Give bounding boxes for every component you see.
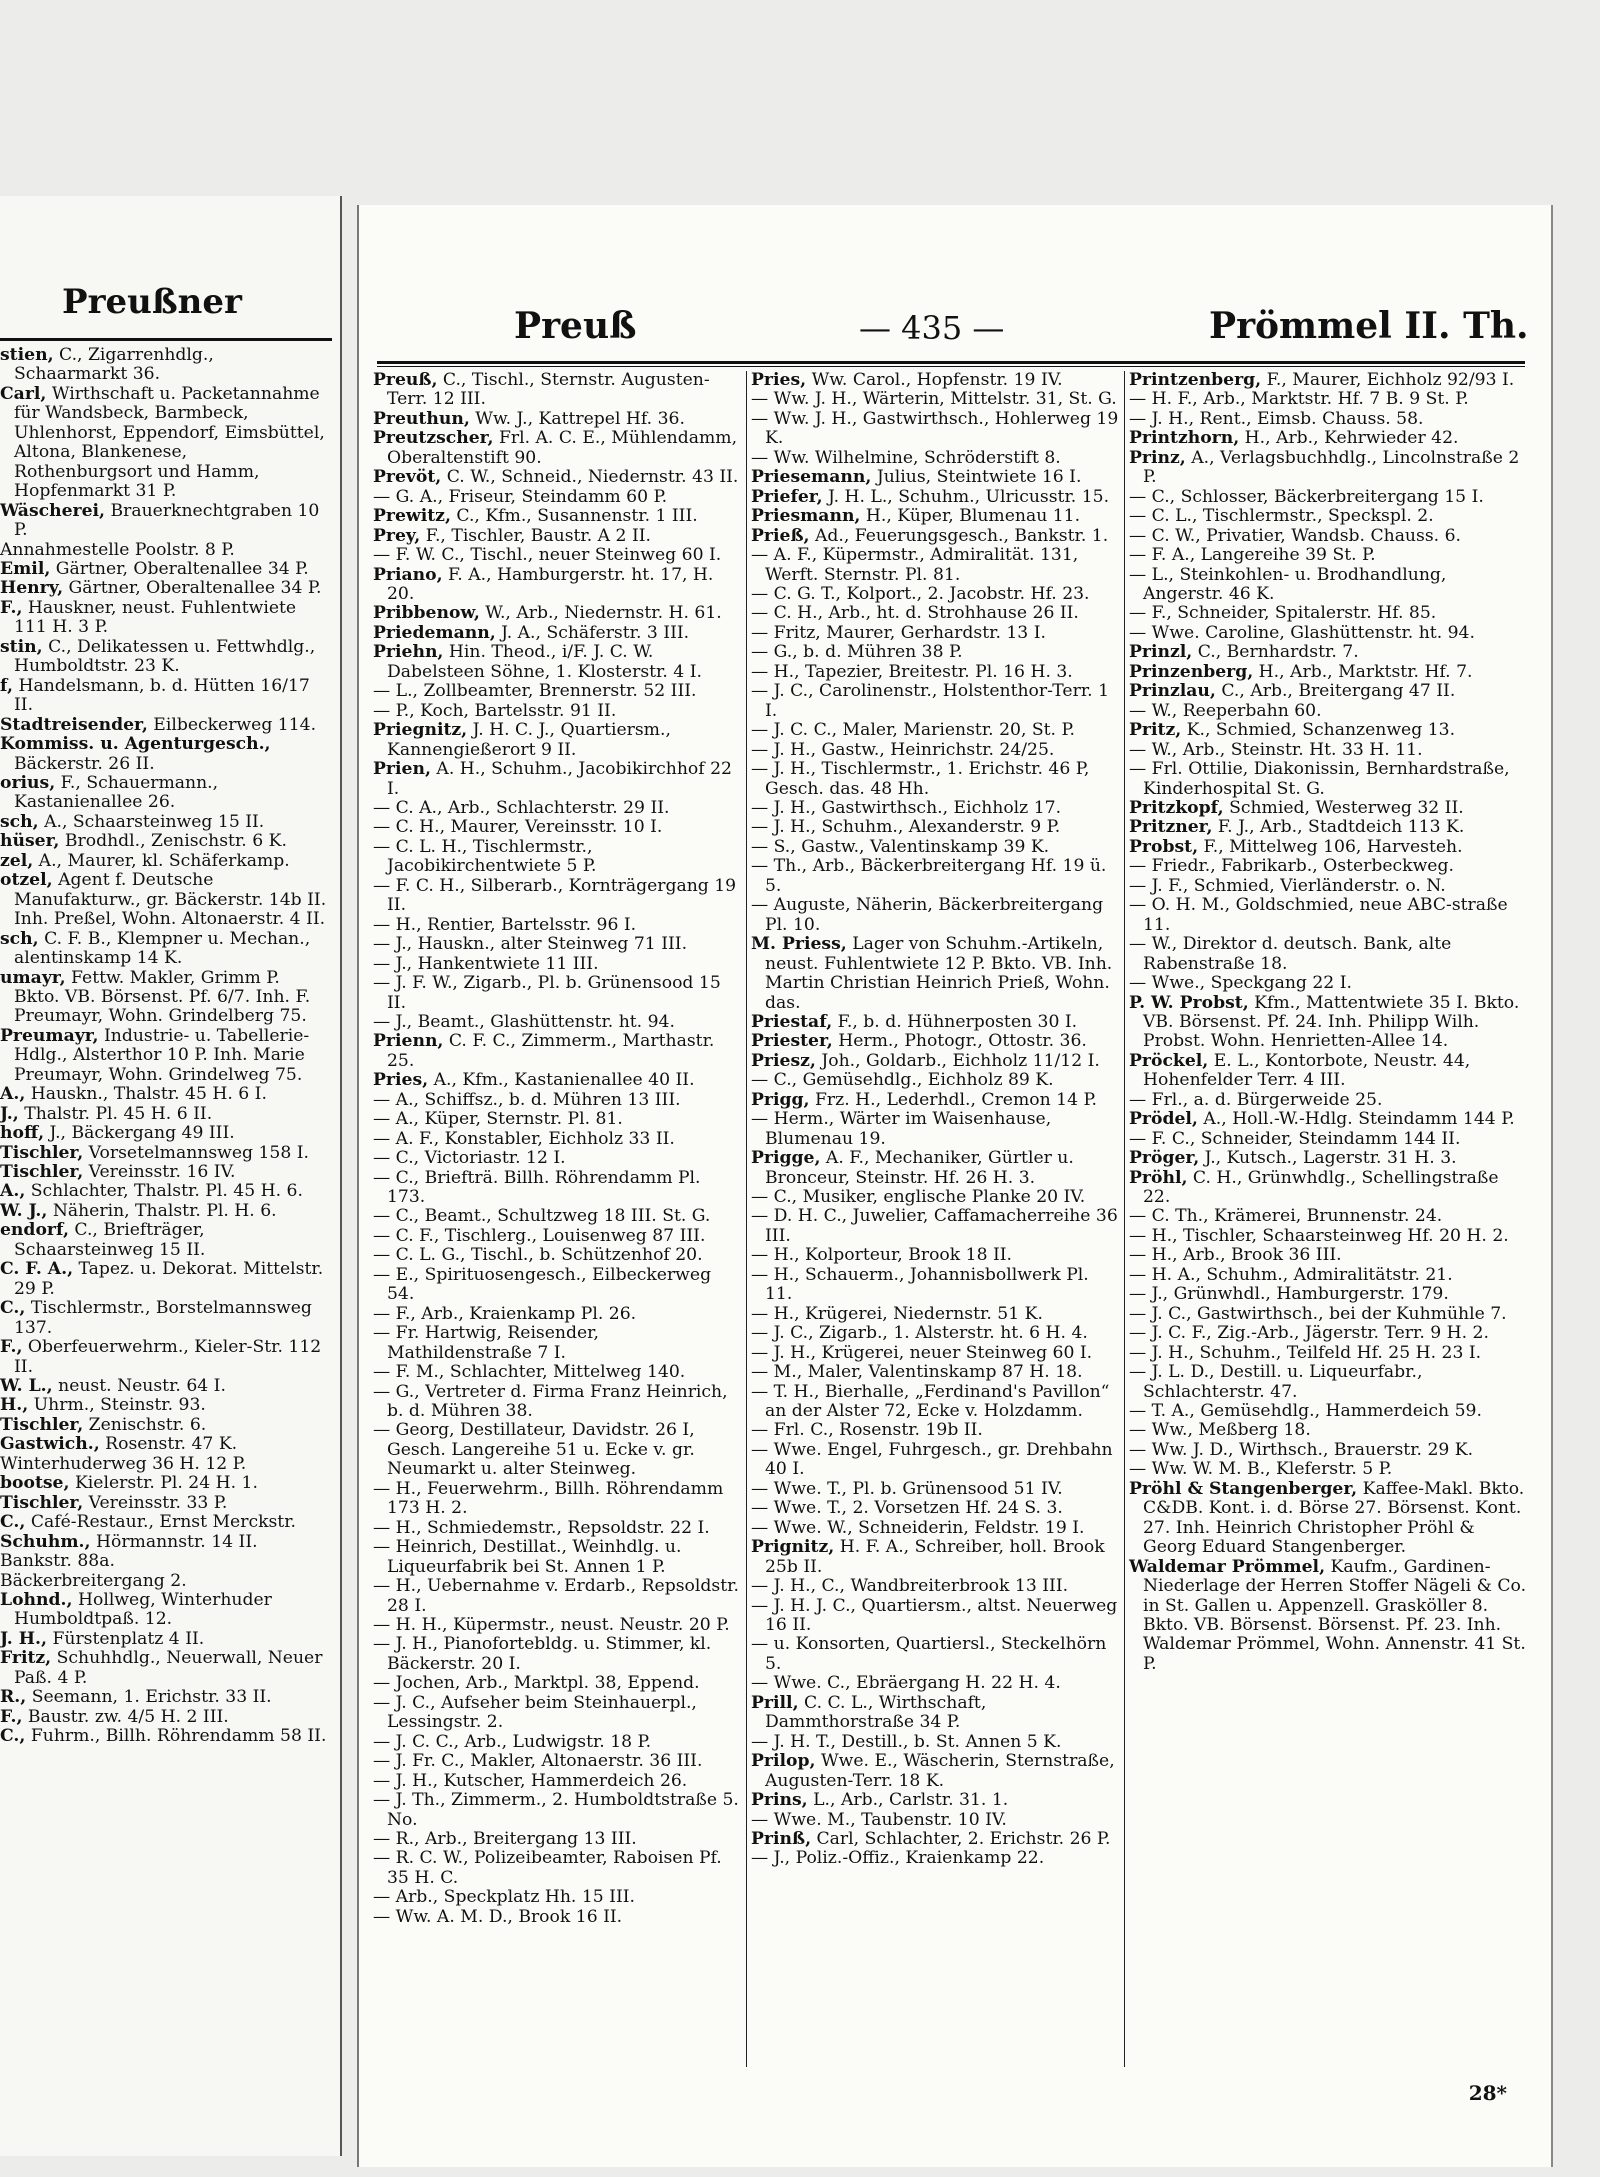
directory-entry: — W., Reeperbahn 60. (1129, 700, 1322, 721)
directory-entry: Prilop, Wwe. E., Wäscherin, Sternstraße, Augusten-Terr. 18 K. (751, 1751, 1115, 1791)
directory-entry: Preutzscher, Frl. A. C. E., Mühlendamm, Oberaltenstift 90. (373, 428, 738, 468)
directory-entry: — J. F., Schmied, Vierländerstr. o. N. (1129, 875, 1446, 896)
directory-entry: Probst, F., Mittelweg 106, Harvesteh. (1129, 836, 1463, 857)
directory-entry: Preumayr, Industrie- u. Tabellerie-Hdlg., Alsterthor 10 P. Inh. Marie Preumayr, Wohn. Grindelweg 75. (0, 1025, 310, 1085)
directory-entry: — J. F. W., Zigarb., Pl. b. Grünensood 15 II. (373, 973, 721, 1013)
directory-entry: C. F. A., Tapez. u. Dekorat. Mittelstr. 29 P. (0, 1259, 324, 1299)
directory-entry: — Wwe. M., Taubenstr. 10 IV. (751, 1809, 1007, 1830)
directory-entry: — Wwe. T., Pl. b. Grünensood 51 IV. (751, 1478, 1063, 1499)
directory-entry: — C. Th., Krämerei, Brunnenstr. 24. (1129, 1206, 1443, 1227)
directory-entry: — Friedr., Fabrikarb., Osterbeckweg. (1129, 856, 1454, 877)
directory-entry: Prignitz, H. F. A., Schreiber, holl. Brook 25b II. (751, 1537, 1105, 1577)
directory-entry: endorf, C., Briefträger, Schaarsteinweg 15 II. (0, 1220, 206, 1260)
directory-entry: — R. C. W., Polizeibeamter, Raboisen Pf. 35 H. C. (373, 1848, 722, 1888)
directory-entry: — J. C., Aufseher beim Steinhauerpl., Lessingstr. 2. (373, 1692, 697, 1733)
directory-entry: Priefer, J. H. L., Schuhm., Ulricusstr. 15. (751, 486, 1110, 507)
previous-running-head: Preußner (62, 282, 242, 322)
directory-entry: — R., Arb., Breitergang 13 III. (373, 1828, 637, 1849)
directory-entry: — Ww. Wilhelmine, Schröderstift 8. (751, 447, 1061, 468)
directory-entry: Priesemann, Julius, Steintwiete 16 I. (751, 467, 1082, 488)
directory-entry: stien, C., Zigarrenhdlg., Schaarmarkt 36. (0, 345, 214, 385)
directory-entry: Pritzkopf, Schmied, Westerweg 32 II. (1129, 797, 1464, 818)
directory-entry: Priesz, Joh., Goldarb., Eichholz 11/12 I. (751, 1050, 1100, 1071)
directory-entry: P. W. Probst, Kfm., Mattentwiete 35 I. Bkto. VB. Börsenst. Pf. 24. Inh. Philipp Wilh. Probst. Wohn. Henrietten-Allee 14. (1129, 992, 1520, 1052)
directory-entry: — Wwe. C., Ebräergang H. 22 H. 4. (751, 1673, 1061, 1694)
directory-entry: J., Thalstr. Pl. 45 H. 6 II. (0, 1103, 213, 1124)
directory-entry: Kommiss. u. Agenturgesch., Bäckerstr. 26 II. (0, 734, 271, 774)
directory-entry: — H., Schmiedemstr., Repsoldstr. 22 I. (373, 1517, 710, 1538)
directory-entry: — Th., Arb., Bäckerbreitergang Hf. 19 ü. 5. (751, 856, 1107, 896)
directory-entry: — Arb., Speckplatz Hh. 15 III. (373, 1887, 635, 1908)
directory-entry: hüser, Brodhdl., Zenischstr. 6 K. (0, 831, 287, 852)
directory-entry: otzel, Agent f. Deutsche Manufakturw., gr. Bäckerstr. 14b II. Inh. Preßel, Wohn. Altonaerstr. 4 II. (0, 870, 327, 930)
directory-entry: Pröger, J., Kutsch., Lagerstr. 31 H. 3. (1129, 1148, 1457, 1169)
directory-entry: Prigg, Frz. H., Lederhdl., Cremon 14 P. (751, 1089, 1098, 1110)
directory-entry: Preuß, C., Tischl., Sternstr. Augusten-Terr. 12 III. (373, 370, 710, 410)
directory-entry: Prinz, A., Verlagsbuchhdlg., Lincolnstraße 2 P. (1129, 447, 1520, 488)
directory-entry: — J., Poliz.-Offiz., Kraienkamp 22. (751, 1848, 1045, 1869)
directory-entry: — Heinrich, Destillat., Weinhdlg. u. Liqueurfabrik bei St. Annen 1 P. (373, 1537, 682, 1577)
directory-entry: — Wwe. W., Schneiderin, Feldstr. 19 I. (751, 1517, 1085, 1538)
directory-entry: — J. H., Pianofortebldg. u. Stimmer, kl. Bäckerstr. 20 I. (373, 1634, 712, 1674)
directory-entry: Annahmestelle Poolstr. 8 P. (0, 539, 235, 560)
directory-entry: Winterhuderweg 36 H. 12 P. (0, 1453, 247, 1474)
directory-entry: — J. H., Krügerei, neuer Steinweg 60 I. (751, 1342, 1093, 1363)
directory-entry: Priester, Herm., Photogr., Ottostr. 36. (751, 1031, 1087, 1052)
directory-entry: Pröhl & Stangenberger, Kaffee-Makl. Bkto. C&DB. Kont. i. d. Börse 27. Börsenst. Kont. 27. Inh. Heinrich Christopher Pröhl & Georg Eduard Stangenberger. (1129, 1478, 1525, 1558)
directory-entry: — T. A., Gemüsehdlg., Hammerdeich 59. (1129, 1401, 1482, 1422)
directory-entry: Emil, Gärtner, Oberaltenallee 34 P. (0, 558, 309, 579)
directory-entry: — Ww. A. M. D., Brook 16 II. (373, 1906, 623, 1927)
directory-entry: — J., Beamt., Glashüttenstr. ht. 94. (373, 1011, 675, 1032)
directory-entry: — H., Tischler, Schaarsteinweg Hf. 20 H. 2. (1129, 1225, 1509, 1246)
directory-entry: — J. C. F., Zig.-Arb., Jägerstr. Terr. 9 H. 2. (1129, 1323, 1489, 1344)
directory-entry: f, Handelsmann, b. d. Hütten 16/17 II. (0, 675, 310, 716)
directory-entry: Pritz, K., Schmied, Schanzenweg 13. (1129, 720, 1456, 741)
directory-entry: — Wwe. T., 2. Vorsetzen Hf. 24 S. 3. (751, 1498, 1063, 1519)
directory-entry: Wäscherei, Brauerknechtgraben 10 P. (0, 500, 320, 541)
directory-entry: Tischler, Vorsetelmannsweg 158 I. (0, 1142, 310, 1163)
directory-entry: — F. W. C., Tischl., neuer Steinweg 60 I. (373, 545, 722, 566)
directory-entry: — A., Küper, Sternstr. Pl. 81. (373, 1109, 623, 1130)
directory-column-3 (1129, 371, 1529, 1674)
directory-entry: — T. H., Bierhalle, „Ferdinand's Pavillon“ an der Alster 72, Ecke v. Holzdamm. (751, 1381, 1110, 1422)
directory-entry: sch, A., Schaarsteinweg 15 II. (0, 811, 265, 832)
directory-entry: — J., Grünwhdl., Hamburgerstr. 179. (1129, 1284, 1449, 1305)
directory-entry: — J. H., Kutscher, Hammerdeich 26. (373, 1770, 688, 1791)
directory-entry: Printzhorn, H., Arb., Kehrwieder 42. (1129, 428, 1459, 449)
directory-entry: — C. L., Tischlermstr., Speckspl. 2. (1129, 506, 1434, 527)
directory-entry: zel, A., Maurer, kl. Schäferkamp. (0, 850, 290, 871)
directory-entry: A., Hauskn., Thalstr. 45 H. 6 I. (0, 1084, 267, 1105)
directory-entry: — C., Schlosser, Bäckerbreitergang 15 I. (1129, 486, 1484, 507)
directory-entry: R., Seemann, 1. Erichstr. 33 II. (0, 1687, 272, 1708)
directory-entry: — H. A., Schuhm., Admiralitätstr. 21. (1129, 1264, 1453, 1285)
directory-page (357, 205, 1553, 2167)
directory-entry: — Herm., Wärter im Waisenhause, Blumenau 19. (751, 1109, 1052, 1149)
directory-entry: — Ww., Meßberg 18. (1129, 1420, 1311, 1441)
directory-entry: — Ww. W. M. B., Kleferstr. 5 P. (1129, 1459, 1393, 1480)
directory-entry: — Frl. Ottilie, Diakonissin, Bernhardstraße, Kinderhospital St. G. (1129, 759, 1510, 799)
directory-entry: — C., Gemüsehdlg., Eichholz 89 K. (751, 1070, 1054, 1091)
directory-entry: Pribbenow, W., Arb., Niedernstr. H. 61. (373, 603, 722, 624)
directory-entry: — H., Schauerm., Johannisbollwerk Pl. 11. (751, 1264, 1089, 1305)
directory-entry: — Auguste, Näherin, Bäckerbreitergang Pl. 10. (751, 895, 1104, 935)
directory-entry: — C. H., Maurer, Vereinsstr. 10 I. (373, 817, 663, 838)
directory-entry: W. J., Näherin, Thalstr. Pl. H. 6. (0, 1200, 277, 1221)
directory-entry: orius, F., Schauermann., Kastanienallee 26. (0, 772, 219, 813)
directory-entry: Pries, Ww. Carol., Hopfenstr. 19 IV. (751, 370, 1063, 390)
directory-entry: — H., Rentier, Bartelsstr. 96 I. (373, 914, 637, 935)
directory-entry: — Frl., a. d. Bürgerweide 25. (1129, 1089, 1383, 1110)
directory-entry: — F., Arb., Kraienkamp Pl. 26. (373, 1303, 637, 1324)
directory-entry: — J. Fr. C., Makler, Altonaerstr. 36 III. (373, 1751, 703, 1772)
directory-entry: — F. A., Langereihe 39 St. P. (1129, 545, 1376, 566)
directory-entry: — C. A., Arb., Schlachterstr. 29 II. (373, 797, 670, 818)
directory-entry: Fritz, Schuhhdlg., Neuerwall, Neuer Paß. 4 P. (0, 1648, 323, 1688)
directory-entry: — H., Feuerwehrm., Billh. Röhrendamm 173 H. 2. (373, 1478, 724, 1519)
directory-entry: — W., Arb., Steinstr. Ht. 33 H. 11. (1129, 739, 1423, 760)
directory-entry: — J. H., Gastwirthsch., Eichholz 17. (751, 797, 1062, 818)
directory-entry: — J. H., Tischlermstr., 1. Erichstr. 46 P, Gesch. das. 48 Hh. (751, 759, 1090, 799)
directory-entry: — J. Th., Zimmerm., 2. Humboldtstraße 5. No. (373, 1790, 739, 1830)
directory-entry: Prins, L., Arb., Carlstr. 31. 1. (751, 1790, 1009, 1811)
directory-entry: A., Schlachter, Thalstr. Pl. 45 H. 6. (0, 1181, 303, 1202)
directory-entry: — F. M., Schlachter, Mittelweg 140. (373, 1362, 686, 1383)
directory-entry: — E., Spirituosengesch., Eilbeckerweg 54. (373, 1264, 712, 1305)
directory-entry: F., Baustr. zw. 4/5 H. 2 III. (0, 1706, 229, 1727)
directory-entry: Tischler, Zenischstr. 6. (0, 1414, 207, 1435)
directory-entry: Prödel, A., Holl.-W.-Hdlg. Steindamm 144 P. (1129, 1109, 1515, 1130)
directory-entry: Preuthun, Ww. J., Kattrepel Hf. 36. (373, 408, 685, 429)
directory-entry: — u. Konsorten, Quartiersl., Steckelhörn 5. (751, 1634, 1107, 1674)
directory-entry: hoff, J., Bäckergang 49 III. (0, 1123, 235, 1144)
directory-entry: — J., Hankentwiete 11 III. (373, 953, 599, 974)
previous-page (0, 196, 342, 2156)
page-number: — 435 — (859, 309, 1005, 347)
directory-entry: — C. W., Privatier, Wandsb. Chauss. 6. (1129, 525, 1461, 546)
directory-entry: — A. F., Küpermstr., Admiralität. 131, Werft. Sternstr. Pl. 81. (751, 545, 1079, 585)
directory-entry: Tischler, Vereinsstr. 33 P. (0, 1492, 228, 1513)
directory-entry: Gastwich., Rosenstr. 47 K. (0, 1434, 238, 1455)
directory-entry: — C., Beamt., Schultzweg 18 III. St. G. (373, 1206, 711, 1227)
directory-entry: — A. F., Konstabler, Eichholz 33 II. (373, 1128, 675, 1149)
previous-head-rule (0, 338, 332, 341)
page-header (359, 305, 1551, 357)
directory-entry: Priano, F. A., Hamburgerstr. ht. 17, H. 20. (373, 564, 714, 604)
directory-entry: Pröhl, C. H., Grünwhdlg., Schellingstraße 22. (1129, 1167, 1499, 1208)
directory-entry: C., Fuhrm., Billh. Röhrendamm 58 II. (0, 1726, 327, 1747)
directory-entry: — J. C., Carolinenstr., Holstenthor-Terr. 1 I. (751, 681, 1110, 721)
directory-entry: — L., Steinkohlen- u. Brodhandlung, Angerstr. 46 K. (1129, 564, 1447, 604)
directory-column-2 (751, 371, 1119, 1869)
directory-entry: — Fr. Hartwig, Reisender, Mathildenstraße 7 I. (373, 1323, 599, 1363)
directory-entry: Prinß, Carl, Schlachter, 2. Erichstr. 26 P. (751, 1828, 1111, 1849)
directory-entry: — Frl. C., Rosenstr. 19b II. (751, 1420, 983, 1441)
directory-entry: Waldemar Prömmel, Kaufm., Gardinen-Niederlage der Herren Stoffer Nägeli & Co. in St. Gallen u. Appenzell. Grasköller 8. Bkto. VB. Börsenst. Börsenst. Pf. 23. Inh. Waldemar Prömmel, Wohn. Annenstr. 41 St. P. (1129, 1556, 1527, 1674)
directory-entry: — J. L. D., Destill. u. Liqueurfabr., Schlachterstr. 47. (1129, 1362, 1423, 1402)
header-rule (377, 361, 1525, 364)
directory-entry: — C., Victoriastr. 12 I. (373, 1148, 566, 1169)
directory-entry: C., Tischlermstr., Borstelmannsweg 137. (0, 1298, 312, 1338)
column-divider (746, 371, 747, 2067)
directory-entry: Pröckel, E. L., Kontorbote, Neustr. 44, Hohenfelder Terr. 4 III. (1129, 1050, 1471, 1091)
directory-entry: — C. L. H., Tischlermstr., Jacobikirchentwiete 5 P. (373, 836, 597, 877)
directory-entry: — W., Direktor d. deutsch. Bank, alte Rabenstraße 18. (1129, 934, 1452, 974)
directory-entry: Prien, A. H., Schuhm., Jacobikirchhof 22 I. (373, 759, 732, 799)
directory-entry: — J. H. T., Destill., b. St. Annen 5 K. (751, 1731, 1062, 1752)
directory-entry: Bäckerbreitergang 2. (0, 1570, 187, 1591)
directory-entry: Priesmann, H., Küper, Blumenau 11. (751, 506, 1081, 527)
directory-entry: — Georg, Destillateur, Davidstr. 26 I, Gesch. Langereihe 51 u. Ecke v. gr. Neumarkt u. alter Steinweg. (373, 1420, 695, 1480)
directory-entry: — G., Vertreter d. Firma Franz Heinrich, b. d. Mühren 38. (373, 1381, 728, 1422)
directory-entry: Priehn, Hin. Theod., i/F. J. C. W. Dabelsteen Söhne, 1. Klosterstr. 4 I. (373, 642, 702, 682)
directory-entry: — Jochen, Arb., Marktpl. 38, Eppend. (373, 1673, 700, 1694)
directory-entry: H., Uhrm., Steinstr. 93. (0, 1395, 206, 1416)
directory-entry: — H., Uebernahme v. Erdarb., Repsoldstr. 28 I. (373, 1576, 739, 1616)
directory-entry: — J. C. C., Arb., Ludwigstr. 18 P. (373, 1731, 652, 1752)
directory-entry: — J. H., Gastw., Heinrichstr. 24/25. (751, 739, 1055, 760)
directory-entry: — Ww. J. H., Gastwirthsch., Hohlerweg 19 K. (751, 408, 1119, 449)
directory-entry: — H. F., Arb., Marktstr. Hf. 7 B. 9 St. P. (1129, 389, 1469, 410)
directory-entry: Tischler, Vereinsstr. 16 IV. (0, 1162, 236, 1183)
directory-entry: — P., Koch, Bartelsstr. 91 II. (373, 700, 617, 721)
directory-entry: — L., Zollbeamter, Brennerstr. 52 III. (373, 681, 697, 702)
directory-entry: — J. C., Zigarb., 1. Alsterstr. ht. 6 H. 4. (751, 1323, 1088, 1344)
directory-entry: F., Oberfeuerwehrm., Kieler-Str. 112 II. (0, 1337, 322, 1377)
directory-entry: — C. H., Arb., ht. d. Strohhause 26 II. (751, 603, 1079, 624)
directory-entry: — Wwe. Caroline, Glashüttenstr. ht. 94. (1129, 622, 1475, 643)
directory-entry: Priestaf, F., b. d. Hühnerposten 30 I. (751, 1011, 1078, 1032)
directory-entry: Priedemann, J. A., Schäferstr. 3 III. (373, 622, 690, 643)
column-divider (1124, 371, 1125, 2067)
directory-entry: W. L., neust. Neustr. 64 I. (0, 1376, 226, 1397)
directory-entry: Prill, C. C. L., Wirthschaft, Dammthorstraße 34 P. (751, 1692, 987, 1733)
directory-entry: — J. H., C., Wandbreiterbrook 13 III. (751, 1576, 1069, 1597)
directory-entry: C., Café-Restaur., Ernst Merckstr. (0, 1512, 297, 1533)
running-head-right: Prömmel II. Th. (1209, 305, 1529, 347)
directory-entry: Prienn, C. F. C., Zimmerm., Marthastr. 25. (373, 1031, 715, 1071)
previous-page-column (0, 346, 330, 1747)
directory-entry: stin, C., Delikatessen u. Fettwhdlg., Humboldtstr. 23 K. (0, 636, 316, 677)
running-head-left: Preuß (514, 305, 637, 347)
directory-entry: — J., Hauskn., alter Steinweg 71 III. (373, 934, 688, 955)
directory-entry: — C. L. G., Tischl., b. Schützenhof 20. (373, 1245, 703, 1266)
directory-entry: Henry, Gärtner, Oberaltenallee 34 P. (0, 578, 322, 599)
directory-entry: — H., Kolporteur, Brook 18 II. (751, 1245, 1013, 1266)
directory-entry: — J. H. J. C., Quartiersm., altst. Neuerweg 16 II. (751, 1595, 1118, 1635)
directory-column-1 (373, 371, 741, 1927)
directory-entry: — H., Arb., Brook 36 III. (1129, 1245, 1342, 1266)
directory-entry: — O. H. M., Goldschmied, neue ABC-straße 11. (1129, 895, 1508, 935)
directory-entry: — Ww. J. D., Wirthsch., Brauerstr. 29 K. (1129, 1439, 1474, 1460)
directory-entry: — J. C. C., Maler, Marienstr. 20, St. P. (751, 720, 1076, 741)
directory-entry: — H., Tapezier, Breitestr. Pl. 16 H. 3. (751, 661, 1073, 682)
directory-entry: Prewitz, C., Kfm., Susannenstr. 1 III. (373, 506, 698, 527)
directory-entry: — C., Musiker, englische Planke 20 IV. (751, 1187, 1086, 1208)
directory-entry: umayr, Fettw. Makler, Grimm P. Bkto. VB. Börsenst. Pf. 6/7. Inh. F. Preumayr, Wohn. Grindelberg 75. (0, 967, 311, 1027)
directory-entry: — J. H., Schuhm., Teilfeld Hf. 25 H. 23 I. (1129, 1342, 1482, 1363)
directory-entry: — C. F., Tischlerg., Louisenweg 87 III. (373, 1225, 706, 1246)
directory-entry: Priegnitz, J. H. C. J., Quartiersm., Kannengießerort 9 II. (373, 720, 671, 760)
directory-entry: — H. H., Küpermstr., neust. Neustr. 20 P. (373, 1615, 730, 1635)
directory-entry: — G. A., Friseur, Steindamm 60 P. (373, 486, 668, 507)
directory-entry: — Wwe., Speckgang 22 I. (1129, 973, 1352, 994)
directory-entry: F., Hauskner, neust. Fuhlentwiete 111 H. 3 P. (0, 597, 297, 638)
directory-entry: M. Priess, Lager von Schuhm.-Artikeln, neust. Fuhlentwiete 12 P. Bkto. VB. Inh. Martin Christian Heinrich Prieß, Wohn. das. (751, 934, 1113, 1013)
directory-entry: Pritzner, F. J., Arb., Stadtdeich 113 K. (1129, 817, 1465, 838)
directory-entry: — G., b. d. Mühren 38 P. (751, 642, 963, 663)
directory-entry: bootse, Kielerstr. Pl. 24 H. 1. (0, 1473, 258, 1494)
directory-entry: — C., Briefträ. Billh. Röhrendamm Pl. 173. (373, 1167, 701, 1208)
directory-entry: — J. H., Rent., Eimsb. Chauss. 58. (1129, 408, 1424, 429)
directory-entry: — Wwe. Engel, Fuhrgesch., gr. Drehbahn 40 I. (751, 1439, 1113, 1480)
directory-entry: Prinzlau, C., Arb., Breitergang 47 II. (1129, 681, 1456, 702)
directory-entry: Prigge, A. F., Mechaniker, Gürtler u. Bronceur, Steinstr. Hf. 26 H. 3. (751, 1148, 1074, 1188)
directory-entry: Lohnd., Hollweg, Winterhuder Humboldtpaß. 12. (0, 1590, 272, 1630)
directory-entry: Bankstr. 88a. (0, 1551, 115, 1572)
directory-entry: — Ww. J. H., Wärterin, Mittelstr. 31, St. G. (751, 389, 1117, 410)
directory-entry: sch, C. F. B., Klempner u. Mechan., alentinskamp 14 K. (0, 928, 311, 969)
directory-entry: — H., Krügerei, Niedernstr. 51 K. (751, 1303, 1043, 1324)
directory-entry: — J. H., Schuhm., Alexanderstr. 9 P. (751, 817, 1061, 838)
directory-entry: — Fritz, Maurer, Gerhardstr. 13 I. (751, 622, 1046, 643)
directory-entry: Printzenberg, F., Maurer, Eichholz 92/93 I. (1129, 370, 1515, 390)
directory-entry: J. H., Fürstenplatz 4 II. (0, 1628, 205, 1649)
directory-entry: Stadtreisender, Eilbeckerweg 114. (0, 714, 317, 735)
directory-entry: — J. C., Gastwirthsch., bei der Kuhmühle 7. (1129, 1303, 1507, 1324)
directory-entry: Prevöt, C. W., Schneid., Niedernstr. 43 II. (373, 467, 739, 488)
directory-entry: Carl, Wirthschaft u. Packetannahme für Wandsbeck, Barmbeck, Uhlenhorst, Eppendorf, Eimsbüttel, Altona, Blankenese, Rothenburgsort und Hamm, Hopfenmarkt 31 P. (0, 383, 325, 502)
header-rule-thin (377, 366, 1525, 367)
directory-entry: — A., Schiffsz., b. d. Mühren 13 III. (373, 1089, 681, 1110)
directory-entry: Schuhm., Hörmannstr. 14 II. (0, 1531, 258, 1552)
directory-entry: — D. H. C., Juwelier, Caffamacherreihe 36 III. (751, 1206, 1118, 1246)
signature-mark: 28* (1468, 2081, 1507, 2105)
directory-entry: Prey, F., Tischler, Baustr. A 2 II. (373, 525, 651, 546)
directory-entry: Prieß, Ad., Feuerungsgesch., Bankstr. 1. (751, 525, 1109, 546)
directory-entry: Prinzenberg, H., Arb., Marktstr. Hf. 7. (1129, 661, 1473, 682)
directory-entry: — S., Gastw., Valentinskamp 39 K. (751, 836, 1050, 857)
directory-entry: — F., Schneider, Spitalerstr. Hf. 85. (1129, 603, 1437, 624)
directory-entry: — F. C. H., Silberarb., Kornträgergang 19 II. (373, 875, 737, 916)
directory-entry: Prinzl, C., Bernhardstr. 7. (1129, 642, 1359, 663)
directory-entry: — M., Maler, Valentinskamp 87 H. 18. (751, 1362, 1083, 1383)
directory-entry: — C. G. T., Kolport., 2. Jacobstr. Hf. 23. (751, 583, 1090, 604)
directory-entry: — F. C., Schneider, Steindamm 144 II. (1129, 1128, 1461, 1149)
directory-entry: Pries, A., Kfm., Kastanienallee 40 II. (373, 1070, 695, 1091)
